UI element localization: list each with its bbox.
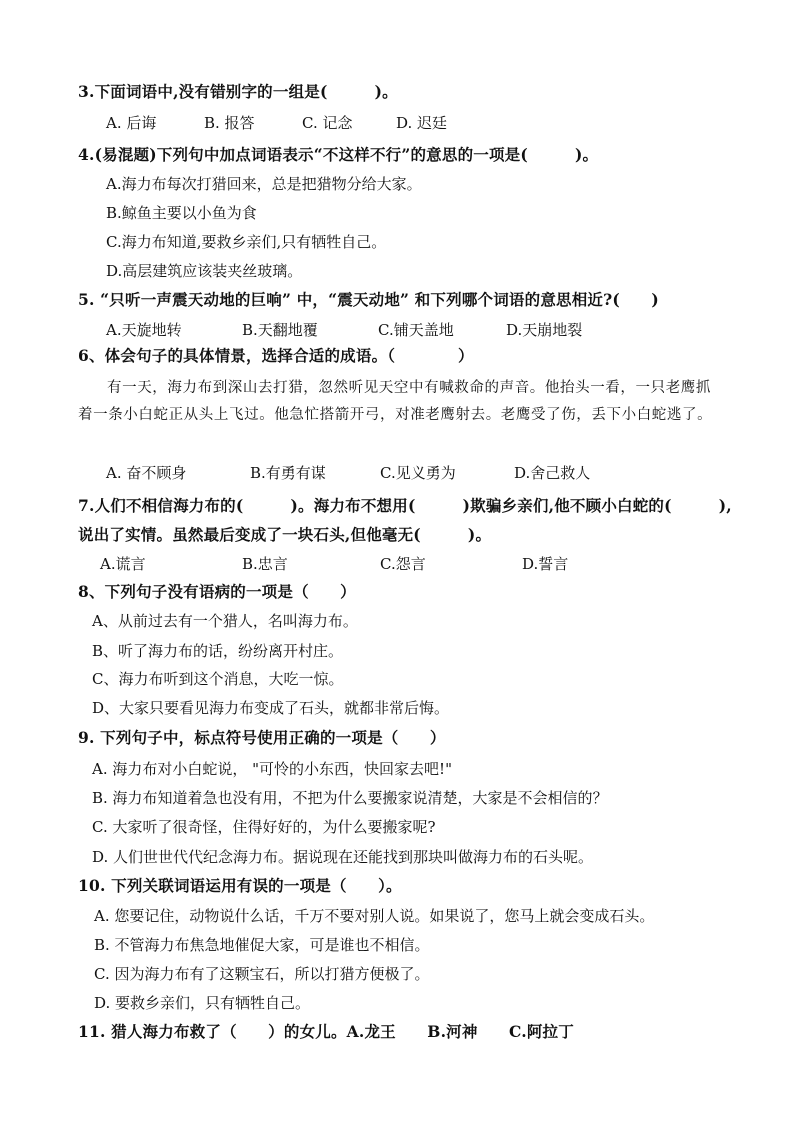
question-4-option-d: D.高层建筑应该装夹丝玻璃。 (106, 262, 303, 280)
question-4-option-a: A.海力布每次打猎回来，总是把猎物分给大家。 (106, 175, 422, 193)
question-9-option-d: D. 人们世世代代纪念海力布。据说现在还能找到那块叫做海力布的石头呢。 (92, 848, 594, 866)
question-6-option-c: C.见义勇为 (380, 464, 456, 482)
question-8-option-c: C、海力布听到这个消息，大吃一惊。 (92, 670, 344, 688)
question-7-option-a: A.谎言 (100, 555, 146, 573)
question-10-option-b: B. 不管海力布焦急地催促大家，可是谁也不相信。 (94, 936, 430, 954)
question-6-option-b: B.有勇有谋 (250, 464, 326, 482)
question-6-stem: 6、体会句子的具体情景，选择合适的成语。（ ） (78, 346, 474, 365)
question-7-option-c: C.怨言 (380, 555, 426, 573)
question-6-passage: 有一天，海力布到深山去打猎，忽然听见天空中有喊救命的声音。他抬头一看，一只老鹰抓着一条小白蛇正从头上飞过。他急忙搭箭开弓，对准老鹰射去。老鹰受了伤，丢下小白蛇逃了。 (78, 380, 713, 423)
question-7-option-b: B.忠言 (242, 555, 288, 573)
question-6-option-a: A. 奋不顾身 (106, 464, 187, 482)
question-4-stem: 4.(易混题)下列句中加点词语表示“不这样不行”的意思的一项是( )。 (78, 145, 599, 164)
question-4-option-c: C.海力布知道,要救乡亲们,只有牺牲自己。 (106, 233, 387, 251)
question-3-stem: 3.下面词语中,没有错别字的一组是( )。 (78, 82, 398, 101)
question-3-option-a: A. 后诲 (106, 114, 157, 132)
question-9-option-a: A. 海力布对小白蛇说， "可怜的小东西，快回家去吧!" (92, 760, 452, 778)
question-3-option-b: B. 报答 (204, 114, 255, 132)
question-8-option-b: B、听了海力布的话，纷纷离开村庄。 (92, 642, 344, 660)
question-5-stem: 5. “只听一声震天动地的巨响” 中，“震天动地” 和下列哪个词语的意思相近?( ) (78, 290, 659, 309)
question-9-stem: 9. 下列句子中，标点符号使用正确的一项是（ ） (78, 728, 446, 747)
question-3-option-c: C. 记念 (302, 114, 353, 132)
question-3-option-d: D. 迟廷 (396, 114, 448, 132)
question-10-option-d: D. 要救乡亲们，只有牺牲自己。 (94, 994, 311, 1012)
question-10-option-a: A. 您要记住，动物说什么话，千万不要对别人说。如果说了，您马上就会变成石头。 (94, 907, 655, 925)
question-5-option-d: D.天崩地裂 (506, 321, 583, 339)
question-11-stem: 11. 猎人海力布救了（ ）的女儿。A.龙王 B.河神 C.阿拉丁 (78, 1022, 574, 1041)
question-8-option-d: D、大家只要看见海力布变成了石头，就都非常后悔。 (92, 699, 450, 717)
question-5-option-b: B.天翻地覆 (242, 321, 318, 339)
question-7-stem-line1: 7.人们不相信海力布的( )。海力布不想用( )欺骗乡亲们,他不顾小白蛇的( ), (78, 496, 732, 515)
question-9-option-c: C. 大家听了很奇怪，住得好好的，为什么要搬家呢? (92, 818, 436, 836)
question-8-option-a: A、从前过去有一个猎人，名叫海力布。 (92, 612, 358, 630)
question-10-option-c: C. 因为海力布有了这颗宝石，所以打猎方便极了。 (94, 965, 430, 983)
question-5-option-a: A.天旋地转 (106, 321, 182, 339)
question-5-option-c: C.铺天盖地 (378, 321, 454, 339)
question-9-option-b: B. 海力布知道着急也没有用，不把为什么要搬家说清楚，大家是不会相信的？ (92, 789, 608, 807)
question-4-option-b: B.鲸鱼主要以小鱼为食 (106, 204, 257, 222)
question-7-option-d: D.誓言 (522, 555, 569, 573)
question-7-stem-line2: 说出了实情。虽然最后变成了一块石头,但他毫无( )。 (78, 525, 492, 544)
question-6-option-d: D.舍己救人 (514, 464, 591, 482)
question-10-stem: 10. 下列关联词语运用有误的一项是（ ）。 (78, 876, 402, 895)
question-8-stem: 8、下列句子没有语病的一项是（ ） (78, 582, 356, 601)
